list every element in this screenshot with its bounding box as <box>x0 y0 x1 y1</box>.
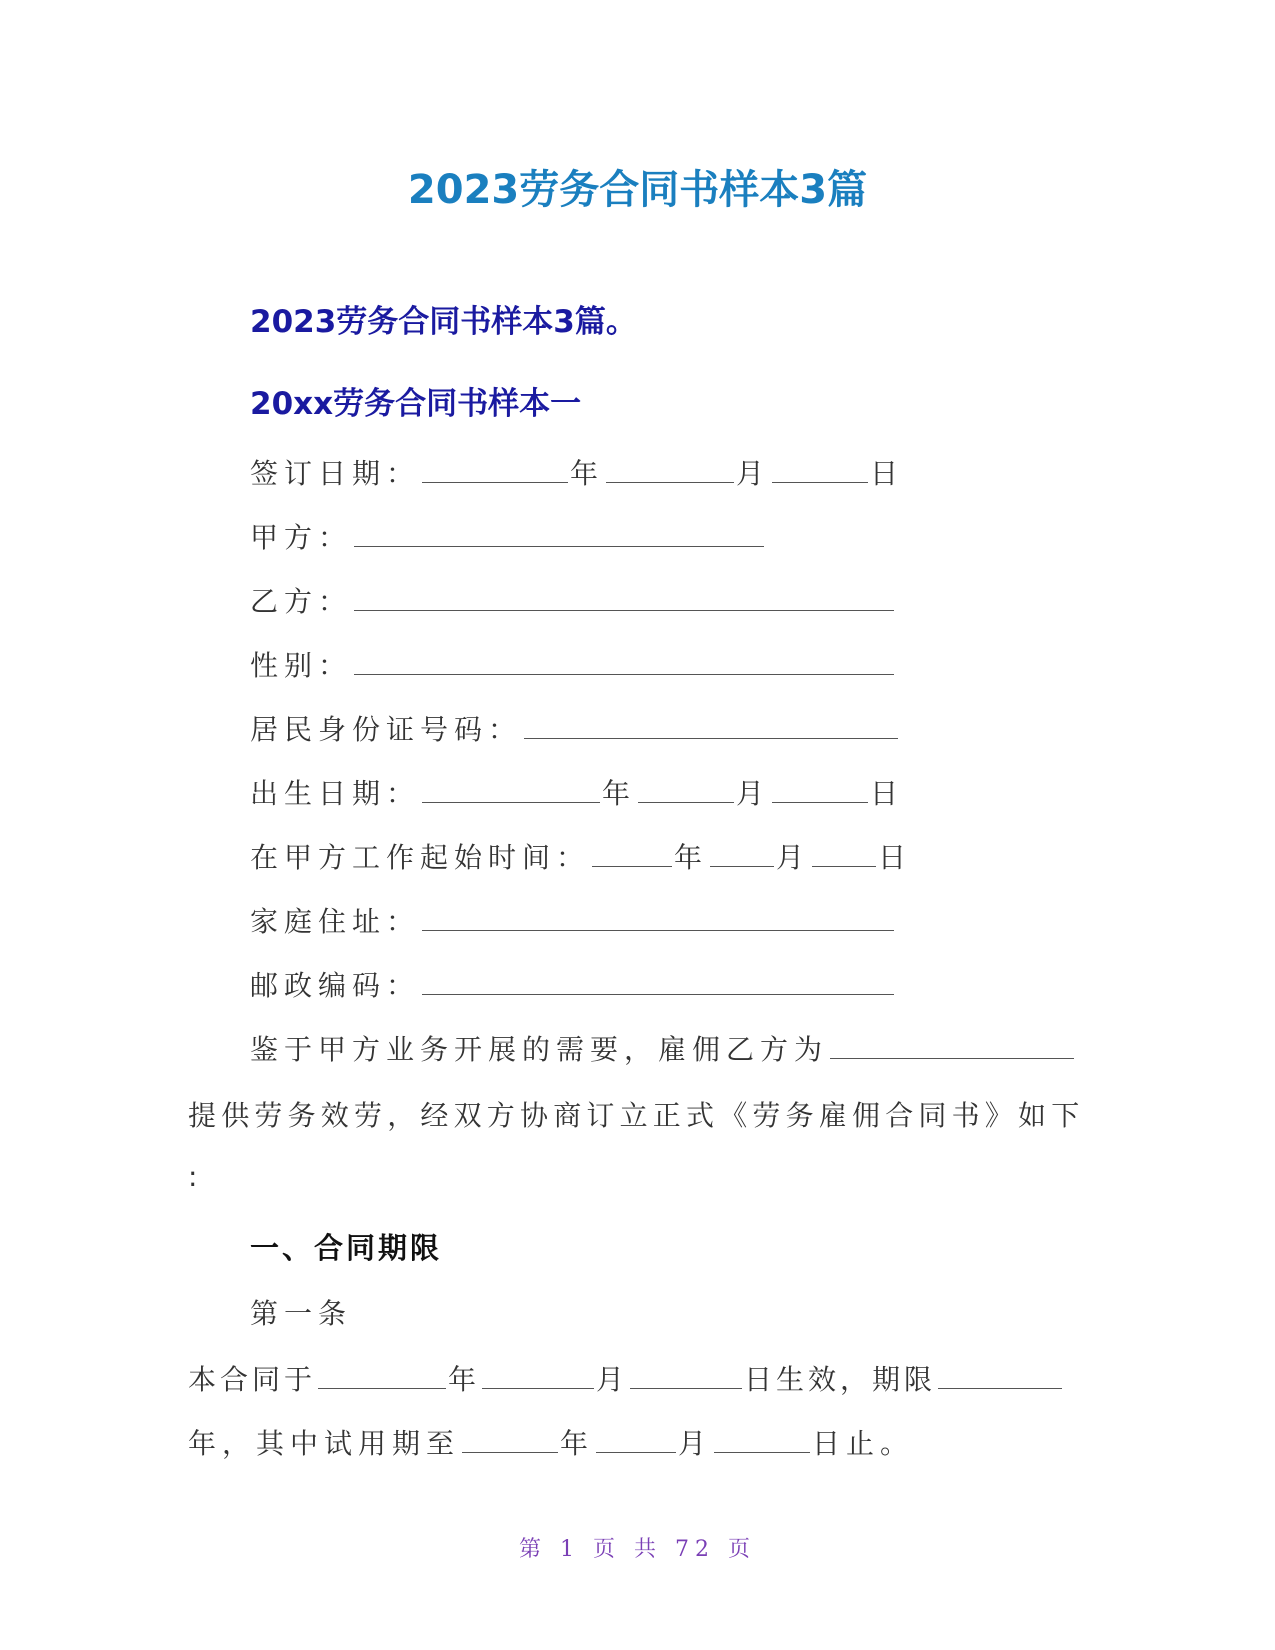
party-a-label: 甲方： <box>250 521 353 554</box>
address-label: 家庭住址： <box>250 905 421 938</box>
blank-field <box>354 652 894 675</box>
page-footer: 第 1 页 共 72 页 <box>519 1537 756 1562</box>
day-label: 日 <box>870 777 905 810</box>
blank-field <box>482 1366 594 1389</box>
paragraph-text: 日止。 <box>812 1427 915 1460</box>
paragraph-text: 提供劳务效劳，经双方协商订立正式《劳务雇佣合同书》如下 <box>188 1099 1085 1132</box>
id-number-line <box>250 708 900 748</box>
gender-line <box>250 644 896 684</box>
blank-field <box>422 780 600 803</box>
blank-field <box>710 844 774 867</box>
year-label: 年 <box>570 457 605 490</box>
postcode-line <box>250 964 896 1004</box>
blank-field <box>422 460 568 483</box>
party-b-line <box>250 580 896 620</box>
start-time-line <box>250 836 912 876</box>
month-label: 月 <box>776 841 811 874</box>
blank-field <box>638 780 734 803</box>
blank-field <box>596 1430 676 1453</box>
article-label: 第一条 <box>250 1297 353 1330</box>
year-label: 年 <box>560 1427 595 1460</box>
blank-field <box>606 460 734 483</box>
blank-field <box>422 972 894 995</box>
blank-field <box>318 1366 446 1389</box>
year-label: 年 <box>602 777 637 810</box>
sample-heading: 20xx劳务合同书样本一 <box>250 386 582 422</box>
blank-field <box>714 1430 810 1453</box>
birth-date-label: 出生日期： <box>250 777 421 810</box>
blank-field <box>462 1430 558 1453</box>
trial-period-line <box>188 1422 914 1462</box>
intro-heading: 2023劳务合同书样本3篇。 <box>250 304 637 340</box>
party-a-line <box>250 516 766 556</box>
day-label: 日 <box>870 457 905 490</box>
blank-field <box>592 844 672 867</box>
paragraph-text: 年，其中试用期至 <box>188 1427 461 1460</box>
contract-term-line <box>188 1358 1064 1398</box>
blank-field <box>812 844 876 867</box>
year-label: 年 <box>674 841 709 874</box>
sign-date-line <box>250 452 904 492</box>
document-title: 2023劳务合同书样本3篇 <box>407 167 868 213</box>
id-number-label: 居民身份证号码： <box>250 713 523 746</box>
postcode-label: 邮政编码： <box>250 969 421 1002</box>
blank-field <box>772 780 868 803</box>
paragraph-text: : <box>188 1160 204 1193</box>
gender-label: 性别： <box>250 649 353 682</box>
paragraph-line <box>250 1028 1076 1068</box>
sign-date-label: 签订日期： <box>250 457 421 490</box>
paragraph-text: 本合同于 <box>188 1363 317 1396</box>
month-label: 月 <box>736 777 771 810</box>
month-label: 月 <box>678 1427 713 1460</box>
section-heading: 一、合同期限 <box>250 1231 443 1265</box>
blank-field <box>938 1366 1062 1389</box>
start-time-label: 在甲方工作起始时间： <box>250 841 591 874</box>
paragraph-line <box>188 1094 1084 1134</box>
paragraph-text: 鉴于甲方业务开展的需要，雇佣乙方为 <box>250 1033 829 1066</box>
blank-field <box>422 908 894 931</box>
month-label: 月 <box>736 457 771 490</box>
month-label: 月 <box>596 1363 629 1396</box>
day-label: 日 <box>878 841 913 874</box>
paragraph-line <box>188 1160 203 1193</box>
blank-field <box>772 460 868 483</box>
year-label: 年 <box>448 1363 481 1396</box>
blank-field <box>630 1366 742 1389</box>
party-b-label: 乙方： <box>250 585 353 618</box>
address-line <box>250 900 896 940</box>
blank-field <box>354 588 894 611</box>
blank-field <box>524 716 898 739</box>
birth-date-line <box>250 772 904 812</box>
blank-field <box>354 524 764 547</box>
paragraph-text: 日生效，期限 <box>744 1363 937 1396</box>
blank-field <box>830 1036 1074 1059</box>
